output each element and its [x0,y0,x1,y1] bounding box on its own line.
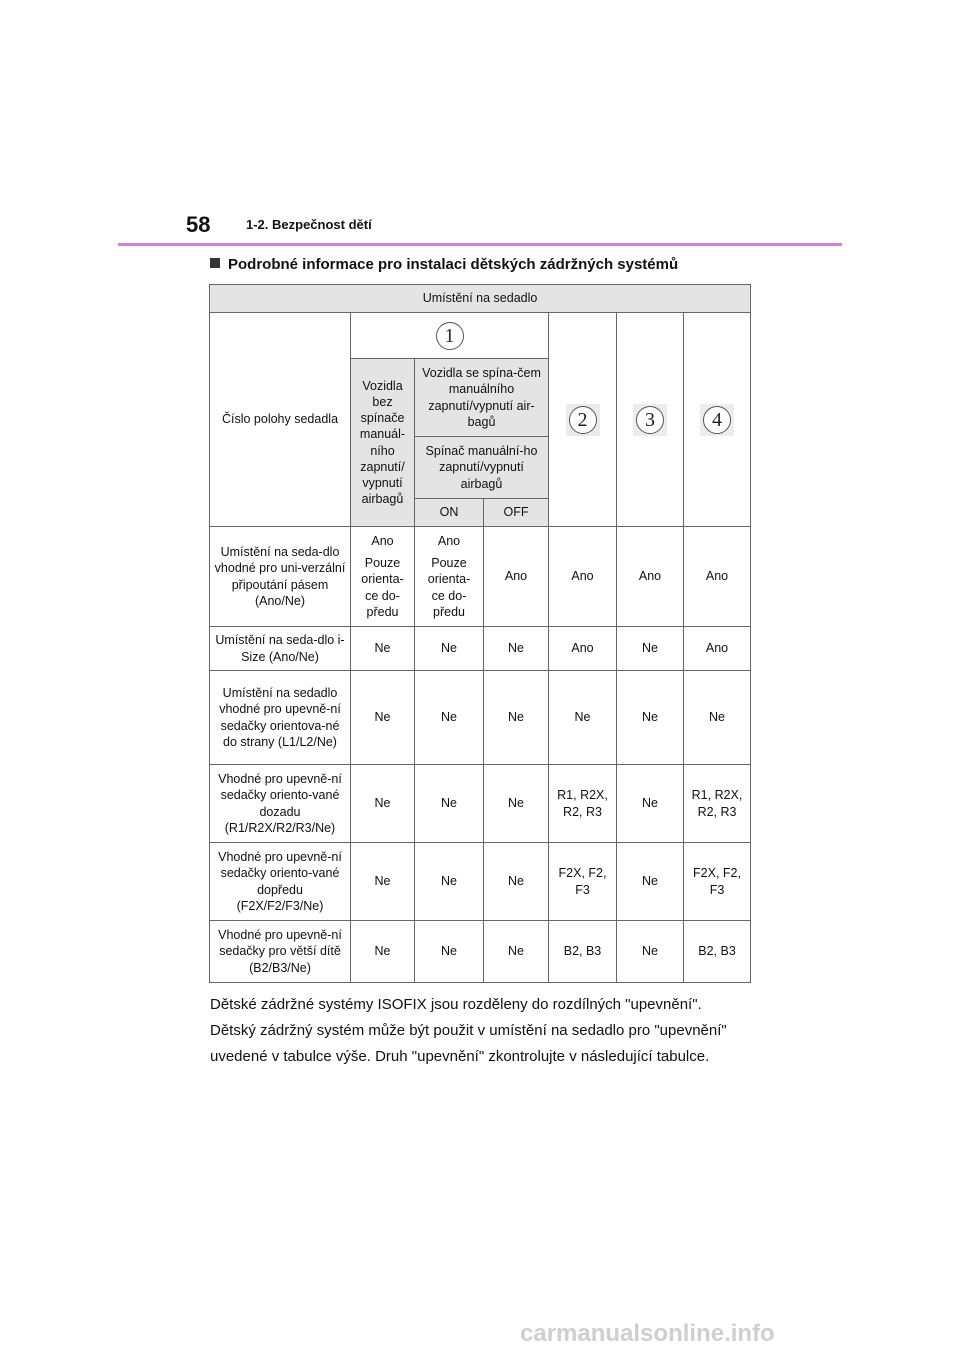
table-cell: Ne [415,765,484,843]
table-cell: R1, R2X, R2, R3 [684,765,751,843]
table-cell: Ano [549,527,617,627]
row-label: Umístění na sedadlo vhodné pro upevně-ní sedačky orientova-né do strany (L1/L2/Ne) [210,671,351,765]
table-cell: Ne [484,921,549,983]
switch-off-header: OFF [484,499,549,527]
body-line: Dětské zádržné systémy ISOFIX jsou rozděleny do rozdílných "upevnění". [210,996,702,1013]
table-cell: Ne [351,671,415,765]
table-cell: Ano [684,527,751,627]
table-cell: Ano Pouze orienta- ce do- předu [415,527,484,627]
airbag-switch-header: Spínač manuální-ho zapnutí/vypnutí airbagů [415,437,549,499]
table-cell: Ne [351,921,415,983]
heading-text: Podrobné informace pro instalaci dětských zádržných systémů [228,256,679,273]
table-cell: B2, B3 [549,921,617,983]
row-label: Vhodné pro upevně-ní sedačky oriento-vané dopředu (F2X/F2/F3/Ne) [210,843,351,921]
table-row [210,843,751,921]
position-2-header [549,313,617,527]
table-cell: Ne [415,843,484,921]
table-cell: Ne [549,671,617,765]
with-switch-header: Vozidla se spína-čem manuálního zapnutí/vypnutí air-bagů [415,359,549,437]
table-cell: Ne [415,627,484,671]
table-cell: Ne [617,843,684,921]
table-row [210,921,751,983]
square-bullet-icon [210,258,220,268]
table-cell: Ano [684,627,751,671]
section-title: 1-2. Bezpečnost dětí [246,217,372,232]
table-cell: Ne [484,765,549,843]
table-cell: B2, B3 [684,921,751,983]
no-switch-header: Vozidla bez spínače manuál- ního zapnutí/ vypnutí airbagů [351,359,415,527]
seat-number-label: Číslo polohy sedadla [210,313,351,527]
table-cell: Ne [617,765,684,843]
header-rule [118,243,842,246]
table-cell: Ne [617,627,684,671]
table-cell: Ano [549,627,617,671]
table-cell: Ano Pouze orienta- ce do- předu [351,527,415,627]
body-line: uvedené v tabulce výše. Druh "upevnění" zkontrolujte v následující tabulce. [210,1048,710,1065]
row-label: Vhodné pro upevně-ní sedačky oriento-vané dozadu (R1/R2X/R2/R3/Ne) [210,765,351,843]
switch-on-header: ON [415,499,484,527]
table-cell: Ne [684,671,751,765]
table-row [210,527,751,627]
row-label: Umístění na seda-dlo i-Size (Ano/Ne) [210,627,351,671]
row-label: Vhodné pro upevně-ní sedačky pro větší dítě (B2/B3/Ne) [210,921,351,983]
body-text [210,992,770,1070]
table-cell: Ano [617,527,684,627]
table-cell: Ano [484,527,549,627]
table-cell: R1, R2X, R2, R3 [549,765,617,843]
page-number: 58 [186,212,211,237]
table-row [210,671,751,765]
table-cell: Ne [415,921,484,983]
table-cell: F2X, F2, F3 [549,843,617,921]
table-row [210,765,751,843]
table-cell: Ne [415,671,484,765]
table-cell: Ne [617,671,684,765]
watermark: carmanualsonline.info [520,1320,775,1347]
body-line: Dětský zádržný systém může být použit v umístění na sedadlo pro "upevnění" [210,1022,727,1039]
seat-position-table [209,284,751,983]
position-3-header [617,313,684,527]
table-cell: Ne [351,765,415,843]
table-cell: Ne [484,843,549,921]
table-cell: F2X, F2, F3 [684,843,751,921]
table-row [210,627,751,671]
table-cell: Ne [351,627,415,671]
position-3-icon: 3 [636,406,664,434]
position-4-header [684,313,751,527]
table-cell: Ne [351,843,415,921]
table-cell: Ne [484,627,549,671]
position-2-icon: 2 [569,406,597,434]
table-heading [210,256,678,273]
table-cell: Ne [617,921,684,983]
table-cell: Ne [484,671,549,765]
position-4-icon: 4 [703,406,731,434]
seat-location-header: Umístění na sedadlo [210,285,751,313]
row-label: Umístění na seda-dlo vhodné pro uni-verzální připoutání pásem (Ano/Ne) [210,527,351,627]
position-1-header [351,313,549,359]
position-1-icon: 1 [436,322,464,350]
